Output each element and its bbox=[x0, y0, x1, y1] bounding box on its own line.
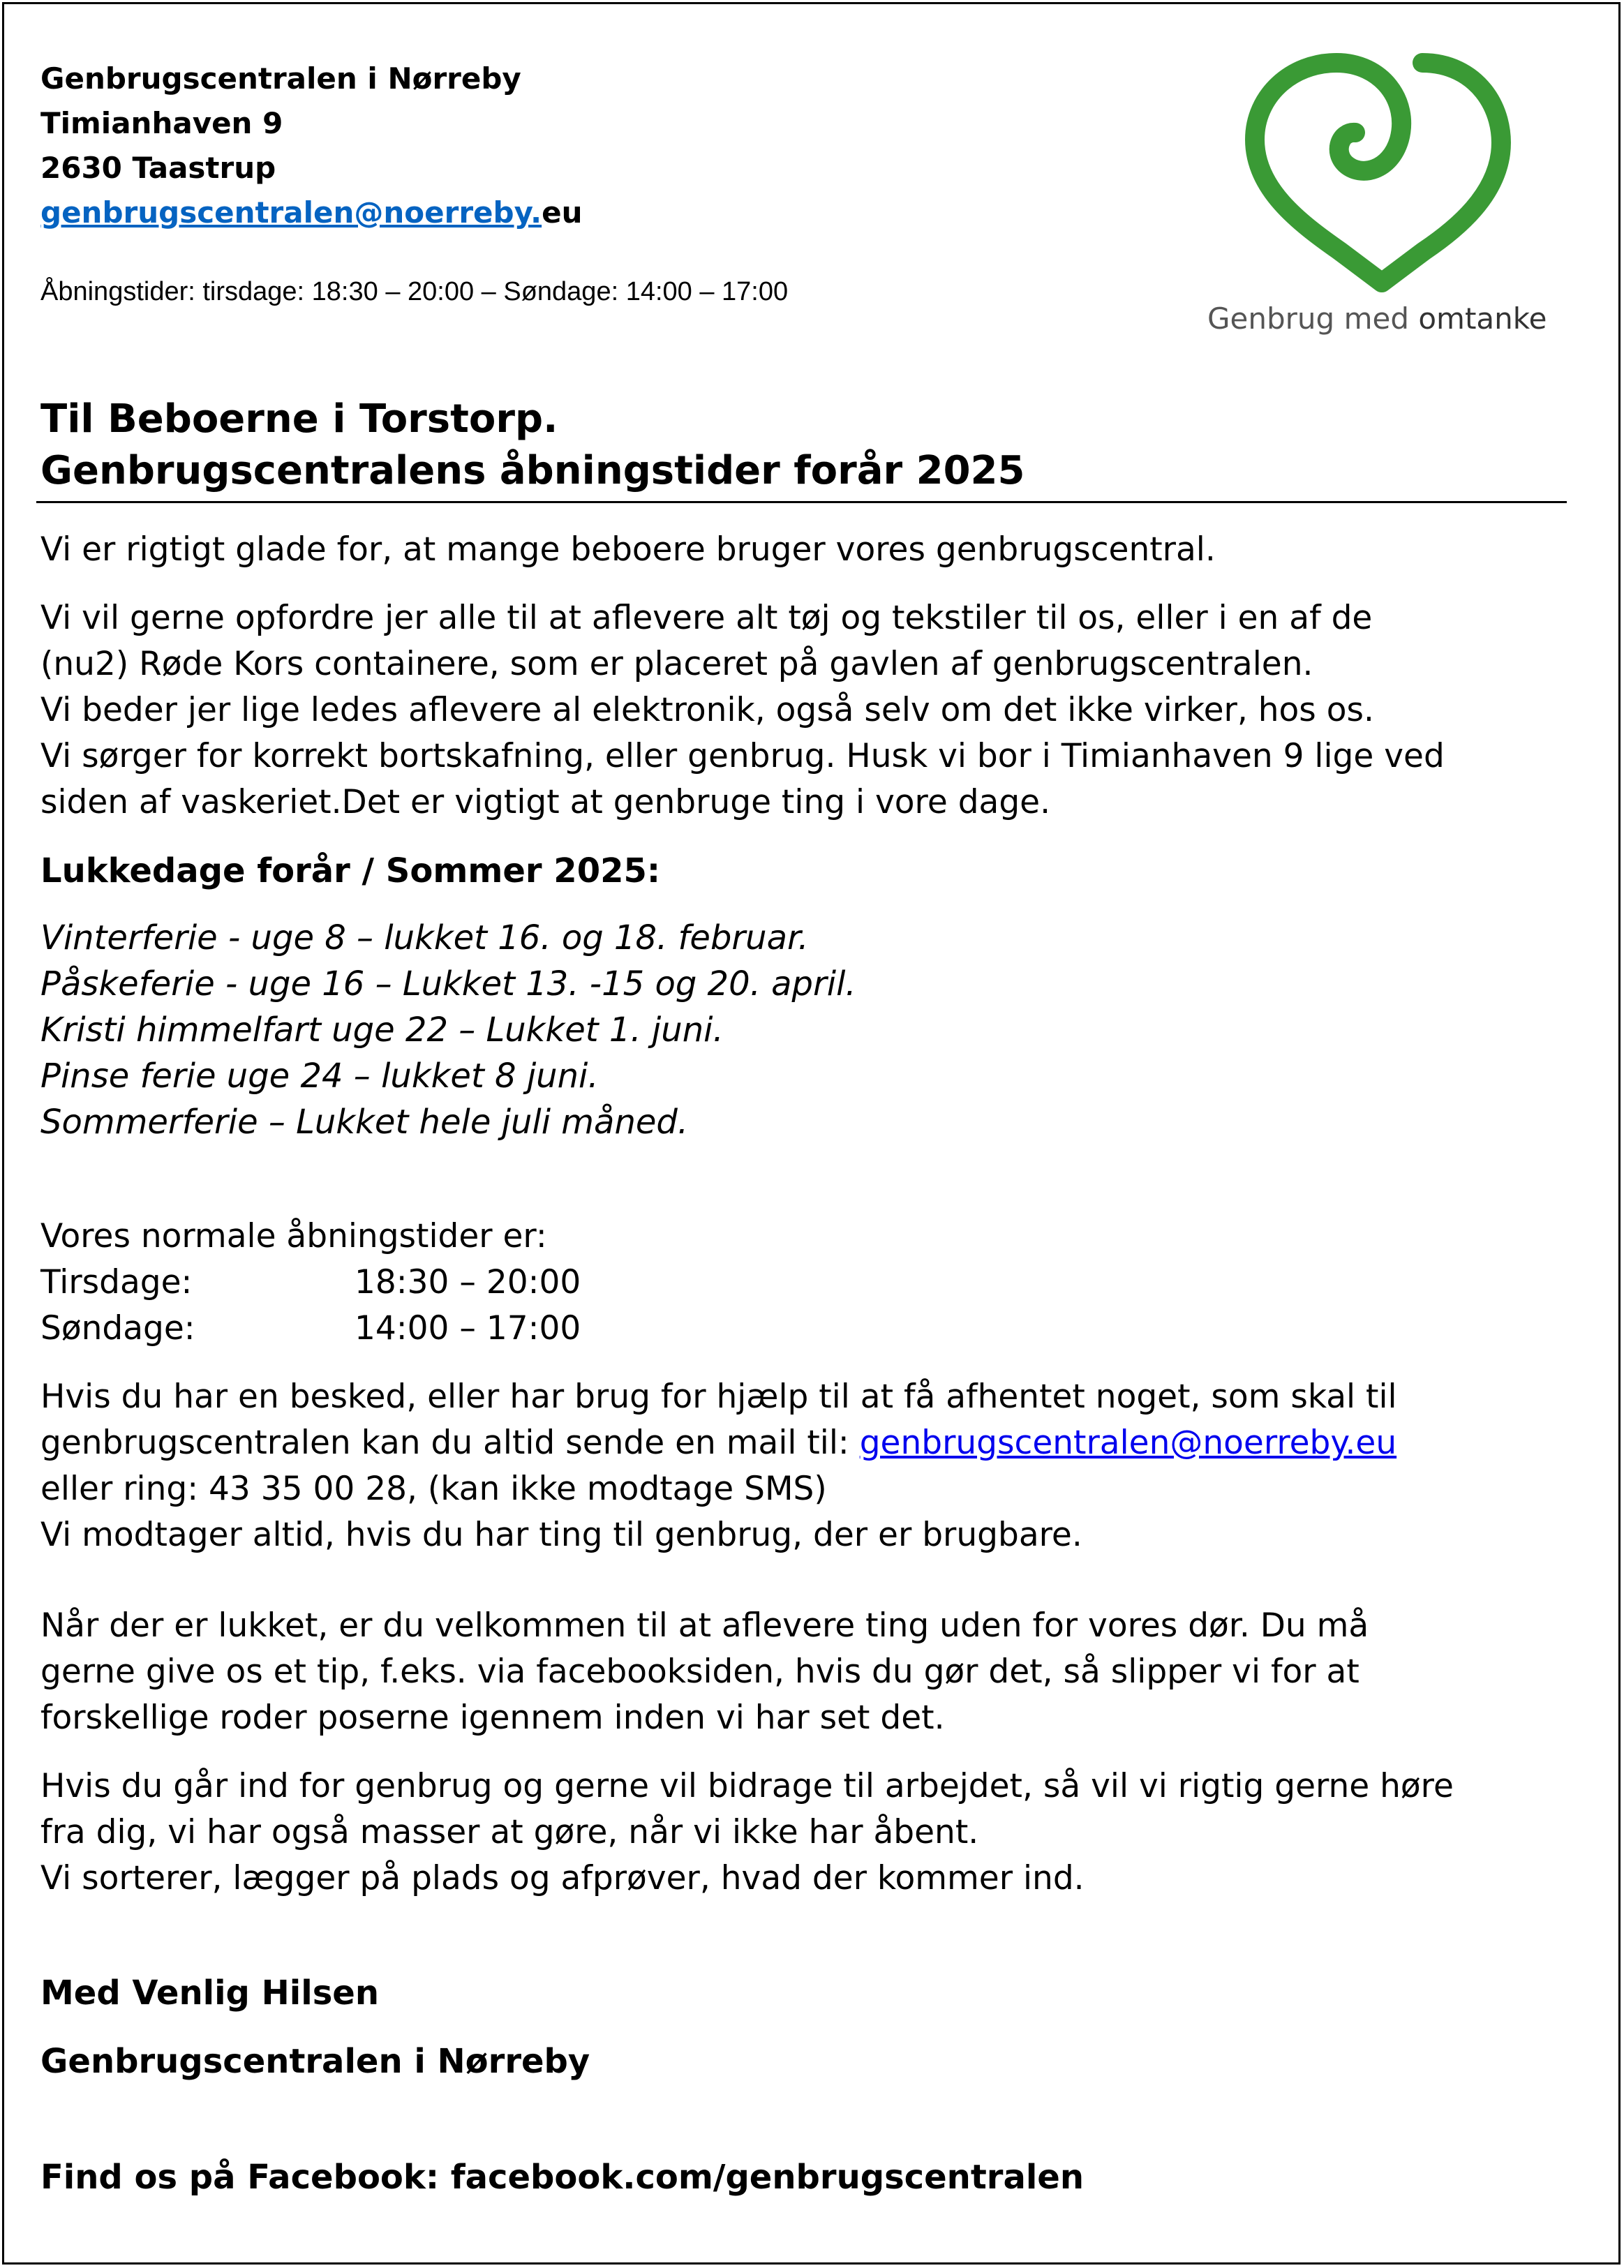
sender-hours: Åbningstider: tirsdage: 18:30 – 20:00 – Søndage: 14:00 – 17:00 bbox=[40, 277, 789, 306]
closed-note-line: Når der er lukket, er du velkommen til at aflevere ting uden for vores dør. Du må bbox=[40, 1606, 1369, 1645]
closed-day-item: Sommerferie – Lukket hele juli måned. bbox=[40, 1103, 689, 1142]
closed-day-item: Kristi himmelfart uge 22 – Lukket 1. juni. bbox=[40, 1010, 724, 1050]
closed-note-line: forskellige roder poserne igennem inden vi har set det. bbox=[40, 1699, 945, 1737]
paragraph1-line: (nu2) Røde Kors containere, som er placeret på gavlen af genbrugscentralen. bbox=[40, 645, 1313, 683]
signature-name: Genbrugscentralen i Nørreby bbox=[40, 2042, 590, 2081]
contact-line-1: Hvis du har en besked, eller har brug for hjælp til at få afhentet noget, som skal til bbox=[40, 1378, 1397, 1416]
sender-email-link[interactable]: genbrugscentralen@noerreby. bbox=[40, 195, 542, 230]
sender-name: Genbrugscentralen i Nørreby bbox=[40, 61, 521, 96]
hours-day-sunday: Søndage: bbox=[40, 1309, 195, 1348]
facebook-line: Find os på Facebook: facebook.com/genbrugscentralen bbox=[40, 2158, 1085, 2197]
signature-greeting: Med Venlig Hilsen bbox=[40, 1974, 379, 2013]
title-line-1: Til Beboerne i Torstorp. bbox=[40, 396, 558, 442]
paragraph1-line: Vi vil gerne opfordre jer alle til at aflevere alt tøj og tekstiler til os, eller i en af de bbox=[40, 599, 1373, 637]
hours-day-tuesday: Tirsdage: bbox=[40, 1263, 193, 1301]
hours-time-tuesday: 18:30 – 20:00 bbox=[355, 1263, 581, 1301]
paragraph1-line: Vi beder jer lige ledes aflevere al elektronik, også selv om det ikke virker, hos os. bbox=[40, 691, 1374, 729]
logo-tagline-dark: omtanke bbox=[1418, 301, 1547, 336]
title-divider bbox=[36, 501, 1567, 503]
sender-street: Timianhaven 9 bbox=[40, 106, 283, 140]
intro-text: Vi er rigtigt glade for, at mange beboere bruger vores genbrugscentral. bbox=[40, 530, 1216, 569]
volunteer-line: Vi sorterer, lægger på plads og afprøver, hvad der kommer ind. bbox=[40, 1859, 1085, 1897]
paragraph1-line: siden af vaskeriet.Det er vigtigt at genbruge ting i vore dage. bbox=[40, 783, 1051, 821]
volunteer-line: fra dig, vi har også masser at gøre, når vi ikke har åbent. bbox=[40, 1813, 979, 1851]
closed-day-item: Vinterferie - uge 8 – lukket 16. og 18. februar. bbox=[40, 918, 809, 957]
closed-days-heading: Lukkedage forår / Sommer 2025: bbox=[40, 851, 661, 890]
closed-day-item: Pinse ferie uge 24 – lukket 8 juni. bbox=[40, 1057, 599, 1096]
normal-hours-heading: Vores normale åbningstider er: bbox=[40, 1217, 547, 1255]
sender-email-tail: eu bbox=[542, 195, 583, 230]
sender-email bbox=[40, 195, 582, 230]
logo-tagline-light: Genbrug med bbox=[1207, 301, 1419, 336]
contact-phone: eller ring: 43 35 00 28, (kan ikke modtage SMS) bbox=[40, 1470, 827, 1508]
hours-time-sunday: 14:00 – 17:00 bbox=[355, 1309, 581, 1348]
contact-line-4: Vi modtager altid, hvis du har ting til genbrug, der er brugbare. bbox=[40, 1516, 1082, 1554]
volunteer-line: Hvis du går ind for genbrug og gerne vil bidrage til arbejdet, så vil vi rigtig gerne høre bbox=[40, 1767, 1454, 1805]
contact-line-2-prefix: genbrugscentralen kan du altid sende en mail til: bbox=[40, 1424, 860, 1462]
heart-spiral-logo-icon bbox=[1235, 42, 1528, 300]
logo-tagline bbox=[1207, 301, 1547, 336]
contact-line-2 bbox=[40, 1424, 1396, 1462]
sender-city: 2630 Taastrup bbox=[40, 151, 276, 185]
closed-day-item: Påskeferie - uge 16 – Lukket 13. -15 og 20. april. bbox=[40, 964, 856, 1004]
closed-note-line: gerne give os et tip, f.eks. via facebooksiden, hvis du gør det, så slipper vi for at bbox=[40, 1652, 1359, 1691]
paragraph1-line: Vi sørger for korrekt bortskafning, eller genbrug. Husk vi bor i Timianhaven 9 lige ved bbox=[40, 737, 1445, 775]
title-line-2: Genbrugscentralens åbningstider forår 2025 bbox=[40, 448, 1025, 493]
contact-email-link[interactable]: genbrugscentralen@noerreby.eu bbox=[859, 1424, 1397, 1462]
